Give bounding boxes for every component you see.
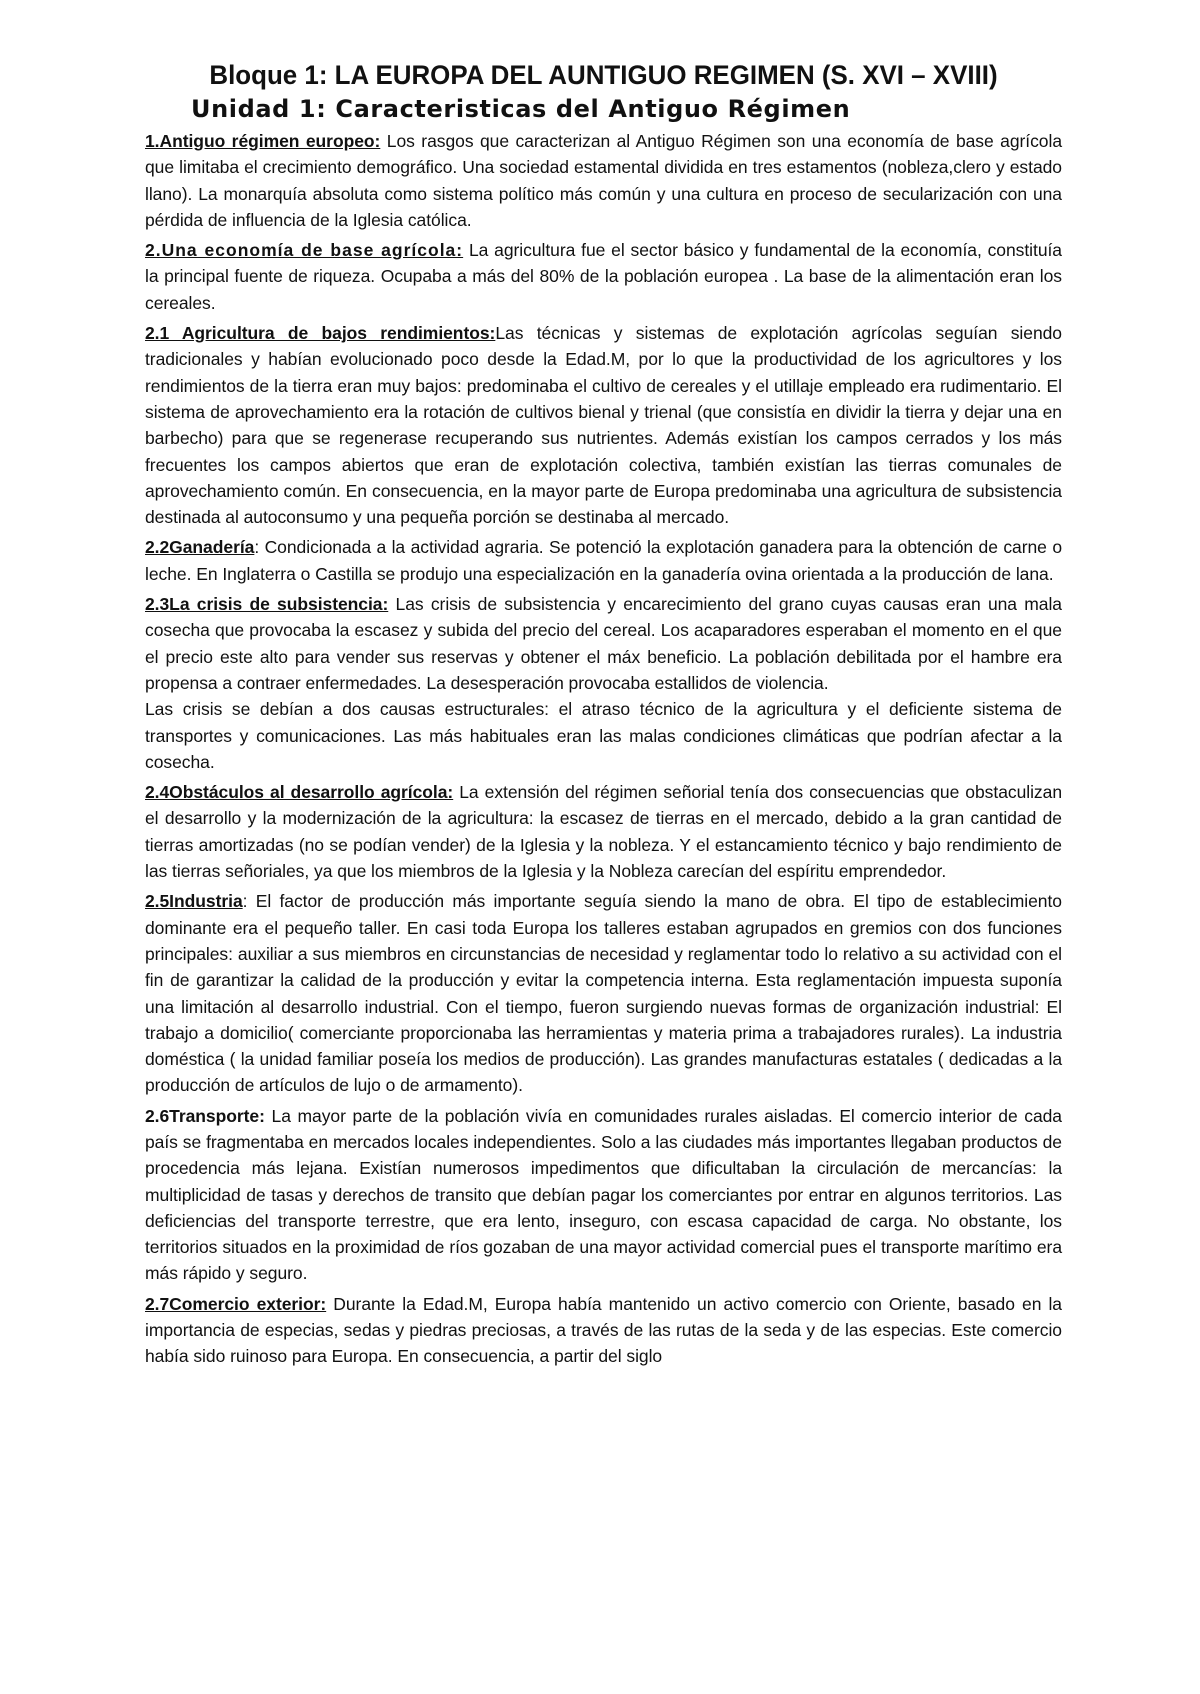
section-industria bbox=[145, 888, 1062, 1098]
block-title: Bloque 1: LA EUROPA DEL AUNTIGUO REGIMEN (S. XVI – XVIII) bbox=[209, 60, 998, 90]
section-ganaderia bbox=[145, 534, 1062, 587]
section-heading: 2.5Industria bbox=[145, 891, 243, 912]
section-heading: 1.Antiguo régimen europeo: bbox=[145, 131, 381, 151]
section-agricultura-bajos-rendimientos bbox=[145, 320, 1062, 530]
section-text: Las crisis se debían a dos causas estructurales: el atraso técnico de la agricultura y el deficiente sistema de transportes y comunicaciones. Las más habituales eran las malas condiciones climáticas que podrían afectar a la cosecha. bbox=[145, 699, 1062, 772]
section-text: Las crisis de subsistencia y encarecimiento del grano cuyas causas eran una mala cosecha que provocaba la escasez y subida del precio del cereal. Los acaparadores esperaban el momento en el que el precio este alto para vender sus reservas y obtener el máx beneficio. La población debilitada por el hambre era propensa a contraer enfermedades. La desesperación provocaba estallidos de violencia. bbox=[145, 594, 1062, 693]
section-heading: 2.2Ganadería bbox=[145, 537, 255, 558]
document-page bbox=[145, 58, 1062, 1374]
section-crisis-causas bbox=[145, 696, 1062, 775]
section-antiguo-regimen bbox=[145, 128, 1062, 233]
section-text: Las técnicas y sistemas de explotación agrícolas seguían siendo tradicionales y habían evolucionado poco desde la Edad.M, por lo que la productividad de los agricultores y los rendimientos de la tierra eran muy bajos: predominaba el cultivo de cereales y el utillaje empleado era rudimentario. El sistema de aprovechamiento era la rotación de cultivos bienal y trienal (que consistía en dividir la tierra y dejar una en barbecho) para que se regenerase recuperando sus nutrientes. Además existían los campos cerrados y los más frecuentes los campos abiertos que eran de explotación colectiva, también existían las tierras comunales de aprovechamiento común. En consecuencia, en la mayor parte de Europa predominaba una agricultura de subsistencia destinada al autoconsumo y una pequeña porción se destinaba al mercado. bbox=[145, 323, 1062, 528]
section-heading: 2.4Obstáculos al desarrollo agrícola: bbox=[145, 782, 454, 803]
section-text: La extensión del régimen señorial tenía dos consecuencias que obstaculizan el desarrollo y la modernización de la agricultura: la escasez de tierras en el mercado, debido a la gran cantidad de tierras amortizadas (no se podían vender) de la Iglesia y la nobleza. Y el estancamiento técnico y bajo rendimiento de las tierras señoriales, ya que los miembros de la Iglesia y la Nobleza carecían del espíritu emprendedor. bbox=[145, 782, 1062, 882]
section-comercio-exterior bbox=[145, 1291, 1062, 1370]
section-text: : El factor de producción más importante seguía siendo la mano de obra. El tipo de establecimiento dominante era el pequeño taller. En casi toda Europa los talleres estaban agrupados en gremios con dos funciones principales: auxiliar a sus miembros en circunstancias de necesidad y reglamentar todo lo relativo a su actividad con el fin de garantizar la calidad de la producción y evitar la competencia interna. Esta reglamentación impuesta suponía una limitación al desarrollo industrial. Con el tiempo, fueron surgiendo nuevas formas de organización industrial: El trabajo a domicilio( comerciante proporcionaba las herramientas y materia prima a trabajadores rurales). La industria doméstica ( la unidad familiar poseía los medios de producción). Las grandes manufacturas estatales ( dedicadas a la producción de artículos de lujo o de armamento). bbox=[145, 891, 1062, 1096]
section-text: : Condicionada a la actividad agraria. Se potenció la explotación ganadera para la obtención de carne o leche. En Inglaterra o Castilla se produjo una especialización en la ganadería ovina orientada a la producción de lana. bbox=[145, 537, 1062, 584]
section-heading: 2.1 Agricultura de bajos rendimientos: bbox=[145, 323, 496, 344]
section-heading: 2.3La crisis de subsistencia: bbox=[145, 594, 389, 615]
section-obstaculos bbox=[145, 779, 1062, 884]
section-heading: 2.Una economía de base agrícola: bbox=[145, 240, 464, 261]
section-crisis-subsistencia bbox=[145, 591, 1062, 696]
section-economia-agricola bbox=[145, 237, 1062, 316]
section-text: Durante la Edad.M, Europa había mantenido un activo comercio con Oriente, basado en la importancia de especias, sedas y piedras preciosas, a través de las rutas de la seda y de las especias. Este comercio había sido ruinoso para Europa. En consecuencia, a partir del siglo bbox=[145, 1293, 1062, 1367]
section-transporte bbox=[145, 1103, 1062, 1287]
section-text: Los rasgos que caracterizan al Antiguo Régimen son una economía de base agrícola que limitaba el crecimiento demográfico. Una sociedad estamental dividida en tres estamentos (nobleza,clero y estado llano). La monarquía absoluta como sistema político más común y una cultura en proceso de secularización con una pérdida de influencia de la Iglesia católica. bbox=[145, 131, 1062, 230]
section-heading: 2.7Comercio exterior: bbox=[145, 1293, 327, 1314]
section-text: La agricultura fue el sector básico y fundamental de la economía, constituía la principal fuente de riqueza. Ocupaba a más del 80% de la población europea . La base de la alimentación eran los cereales. bbox=[145, 240, 1062, 313]
section-heading: 2.6Transporte: bbox=[145, 1105, 265, 1126]
section-text: La mayor parte de la población vivía en comunidades rurales aisladas. El comercio interior de cada país se fragmentaba en mercados locales independientes. Solo a las ciudades más importantes llegaban productos de procedencia más lejana. Existían numerosos impedimentos que dificultaban la circulación de mercancías: la multiplicidad de tasas y derechos de transito que debían pagar los comerciantes por entrar en algunos territorios. Las deficiencias del transporte terrestre, que era lento, inseguro, con escasa capacidad de carga. No obstante, los territorios situados en la proximidad de ríos gozaban de una mayor actividad comercial pues el transporte marítimo era más rápido y seguro. bbox=[145, 1105, 1062, 1284]
unit-title: Unidad 1: Caracteristicas del Antiguo Régimen bbox=[191, 95, 851, 123]
